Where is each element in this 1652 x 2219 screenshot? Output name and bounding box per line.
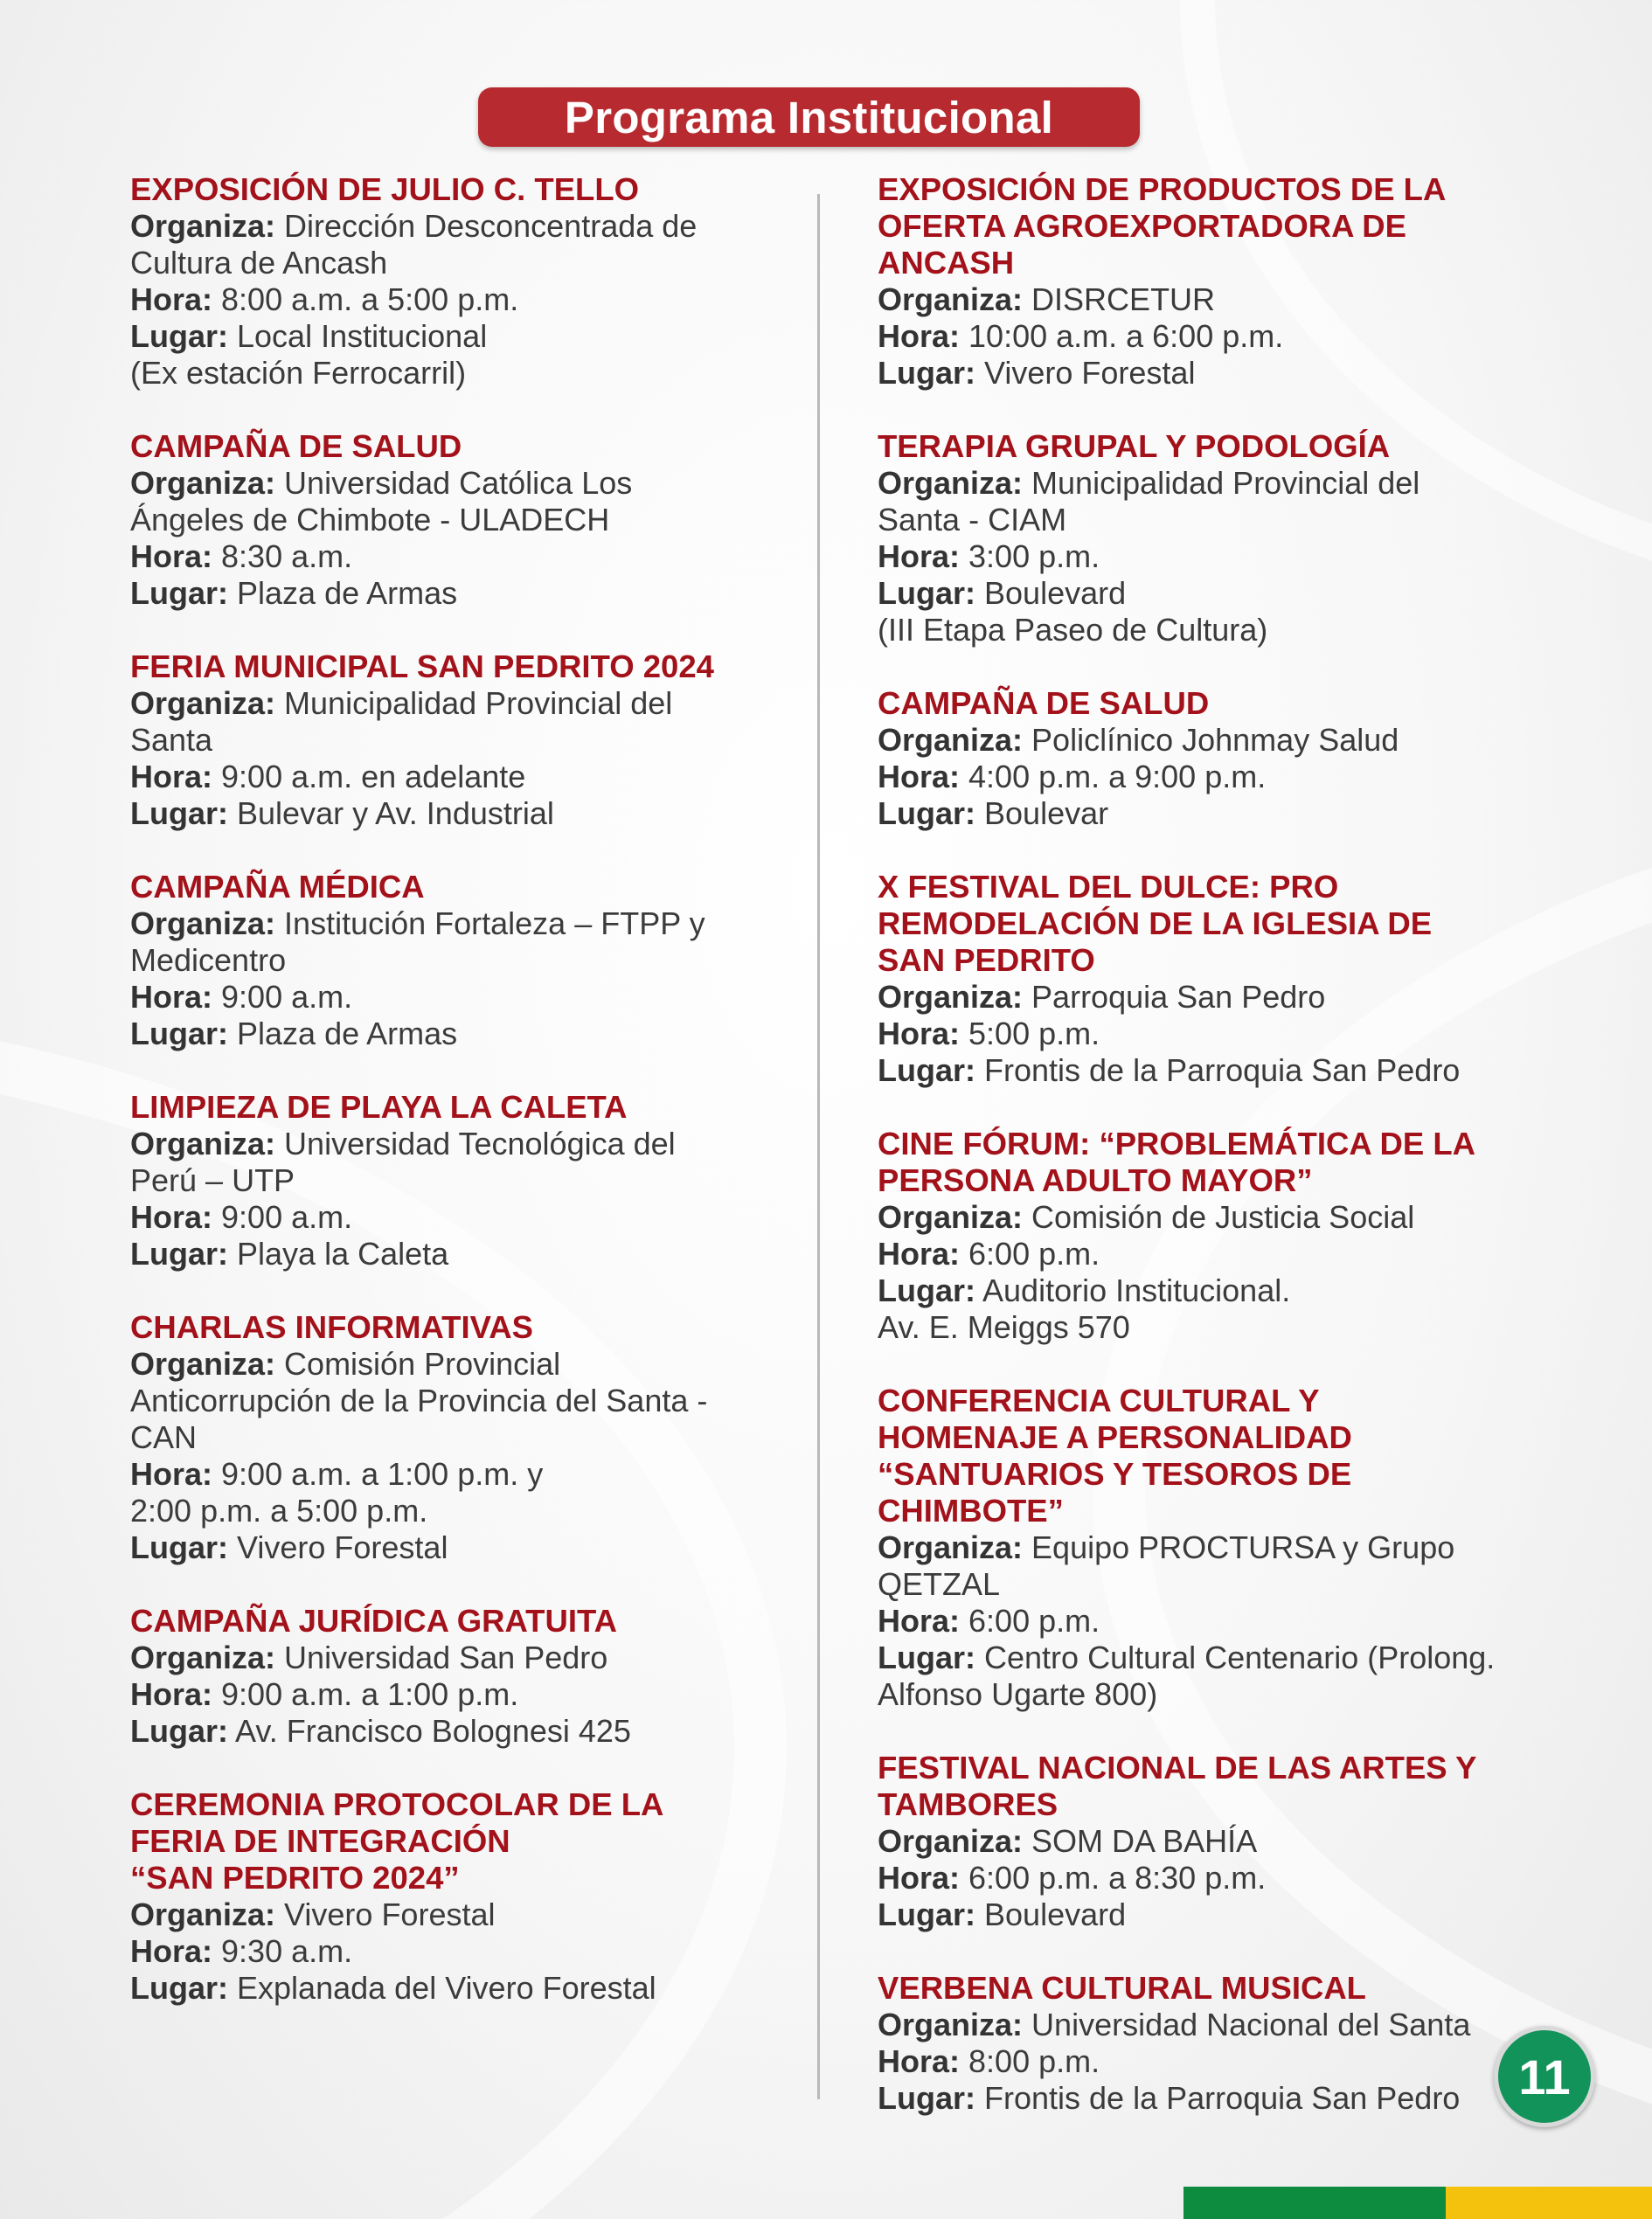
event-lugar-row: [878, 795, 1594, 832]
event-hora-label: Hora:: [130, 1456, 213, 1492]
event-organiza-value: Dirección Desconcentrada de Cultura de Ancash: [130, 208, 698, 281]
event-organiza-label: Organiza:: [130, 685, 276, 721]
event-lugar-label: Lugar:: [878, 1272, 975, 1308]
event-title: CAMPAÑA DE SALUD: [130, 428, 462, 464]
event-organiza-value: Universidad Nacional del Santa: [1031, 2007, 1471, 2042]
event-title: CHARLAS INFORMATIVAS: [130, 1309, 533, 1345]
event-organiza-row: [878, 465, 1594, 538]
event-lugar-value: Bulevar y Av. Industrial: [237, 795, 554, 831]
event-organiza-label: Organiza:: [130, 465, 276, 501]
event-organiza-value: Institución Fortaleza – FTPP y Medicentro: [130, 905, 705, 978]
event-organiza-label: Organiza:: [130, 208, 276, 244]
event-hora-value: 6:00 p.m.: [968, 1603, 1100, 1639]
event-hora-value: 9:00 a.m. a 1:00 p.m.: [221, 1676, 519, 1712]
event-organiza-value: Vivero Forestal: [284, 1897, 496, 1932]
event-item: [878, 1126, 1594, 1346]
event-hora-row: [130, 1199, 829, 1236]
event-organiza-row: [878, 281, 1594, 318]
page-number: 11: [1518, 2049, 1571, 2105]
event-hora-value: 8:30 a.m.: [221, 538, 353, 574]
event-organiza-value: Comisión Provincial Anticorrupción de la Provincia del Santa - CAN: [130, 1346, 708, 1455]
event-item: [878, 1970, 1594, 2117]
event-lugar-value: Plaza de Armas: [237, 575, 458, 611]
event-hora-value: 9:00 a.m. a 1:00 p.m. y 2:00 p.m. a 5:00 p.m.: [130, 1456, 544, 1529]
event-lugar-label: Lugar:: [130, 1016, 228, 1051]
event-hora-label: Hora:: [130, 1933, 213, 1969]
event-title: EXPOSICIÓN DE PRODUCTOS DE LA OFERTA AGROEXPORTADORA DE ANCASH: [878, 171, 1447, 281]
event-hora-value: 6:00 p.m. a 8:30 p.m.: [968, 1860, 1267, 1896]
event-organiza-value: Parroquia San Pedro: [1031, 979, 1326, 1015]
event-hora-row: [878, 318, 1594, 355]
event-organiza-row: [130, 1346, 829, 1456]
event-lugar-value: Local Institucional: [237, 318, 488, 354]
event-title: VERBENA CULTURAL MUSICAL: [878, 1970, 1366, 2006]
event-item: [878, 1750, 1594, 1933]
event-hora-value: 3:00 p.m.: [968, 538, 1100, 574]
event-lugar-row: [878, 1640, 1594, 1713]
event-hora-row: [130, 1456, 829, 1529]
event-hora-label: Hora:: [878, 759, 961, 794]
event-hora-label: Hora:: [130, 1199, 213, 1235]
event-item: [130, 1089, 829, 1272]
event-organiza-row: [878, 1823, 1594, 1860]
event-extra-note: (III Etapa Paseo de Cultura): [878, 612, 1268, 648]
event-organiza-row: [878, 722, 1594, 759]
event-lugar-label: Lugar:: [130, 318, 228, 354]
event-hora-value: 5:00 p.m.: [968, 1016, 1100, 1051]
event-lugar-label: Lugar:: [878, 2080, 975, 2116]
event-hora-label: Hora:: [878, 538, 961, 574]
event-hora-row: [130, 538, 829, 575]
event-organiza-value: Policlínico Johnmay Salud: [1031, 722, 1399, 758]
event-extra-note: Av. E. Meiggs 570: [878, 1309, 1130, 1345]
event-lugar-label: Lugar:: [130, 795, 228, 831]
event-title: CEREMONIA PROTOCOLAR DE LA FERIA DE INTEGRACIÓN “SAN PEDRITO 2024”: [130, 1786, 664, 1896]
event-organiza-row: [130, 1640, 829, 1676]
event-title: LIMPIEZA DE PLAYA LA CALETA: [130, 1089, 628, 1125]
event-lugar-label: Lugar:: [130, 1970, 228, 2006]
event-hora-value: 6:00 p.m.: [968, 1236, 1100, 1272]
event-lugar-row: [878, 1052, 1594, 1089]
event-item: [130, 1603, 829, 1750]
event-hora-row: [878, 1860, 1594, 1897]
right-column: [878, 171, 1594, 2153]
event-organiza-value: DISRCETUR: [1031, 281, 1216, 317]
event-hora-value: 9:00 a.m.: [221, 1199, 353, 1235]
event-lugar-row: [878, 1897, 1594, 1933]
event-organiza-label: Organiza:: [130, 1126, 276, 1162]
event-lugar-value: Av. Francisco Bolognesi 425: [235, 1713, 631, 1749]
event-hora-value: 9:30 a.m.: [221, 1933, 353, 1969]
event-lugar-value: Centro Cultural Centenario (Prolong. Alfonso Ugarte 800): [878, 1640, 1496, 1712]
event-title: CONFERENCIA CULTURAL Y HOMENAJE A PERSONALIDAD “SANTUARIOS Y TESOROS DE CHIMBOTE”: [878, 1383, 1352, 1529]
event-organiza-value: Universidad Tecnológica del Perú – UTP: [130, 1126, 676, 1198]
event-title: EXPOSICIÓN DE JULIO C. TELLO: [130, 171, 640, 207]
event-hora-label: Hora:: [878, 1236, 961, 1272]
event-title: CAMPAÑA MÉDICA: [130, 869, 425, 905]
event-lugar-row: [130, 318, 829, 355]
event-organiza-row: [878, 979, 1594, 1016]
event-hora-row: [878, 1236, 1594, 1272]
event-item: [130, 428, 829, 612]
event-organiza-value: SOM DA BAHÍA: [1031, 1823, 1258, 1859]
event-organiza-value: Universidad San Pedro: [284, 1640, 608, 1675]
event-hora-label: Hora:: [130, 759, 213, 794]
event-lugar-label: Lugar:: [878, 1897, 975, 1932]
event-organiza-label: Organiza:: [130, 1346, 276, 1382]
event-hora-row: [878, 538, 1594, 575]
event-organiza-row: [130, 905, 829, 979]
event-organiza-row: [130, 1897, 829, 1933]
event-lugar-label: Lugar:: [878, 1640, 975, 1675]
event-organiza-row: [130, 685, 829, 759]
event-item: [130, 1309, 829, 1566]
event-organiza-row: [878, 2007, 1594, 2043]
event-lugar-row: [130, 795, 829, 832]
event-organiza-row: [878, 1199, 1594, 1236]
page-number-badge: [1494, 2026, 1595, 2127]
title-banner: [478, 87, 1140, 147]
event-title: CINE FÓRUM: “PROBLEMÁTICA DE LA PERSONA ADULTO MAYOR”: [878, 1126, 1476, 1198]
event-lugar-row: [130, 575, 829, 612]
event-item: [130, 1786, 829, 2007]
event-lugar-label: Lugar:: [878, 575, 975, 611]
event-hora-label: Hora:: [878, 1860, 961, 1896]
event-hora-value: 9:00 a.m.: [221, 979, 353, 1015]
event-title: CAMPAÑA JURÍDICA GRATUITA: [130, 1603, 617, 1639]
event-item: [878, 428, 1594, 648]
event-organiza-label: Organiza:: [878, 1529, 1024, 1565]
footer-bar-yellow: [1446, 2187, 1652, 2219]
event-lugar-value: Boulevard: [984, 1897, 1127, 1932]
event-organiza-label: Organiza:: [130, 905, 276, 941]
event-organiza-label: Organiza:: [878, 1199, 1024, 1235]
event-lugar-row: [130, 1529, 829, 1566]
event-hora-row: [130, 979, 829, 1016]
event-lugar-label: Lugar:: [878, 1052, 975, 1088]
event-lugar-row: [878, 355, 1594, 392]
event-lugar-value: Boulevard: [984, 575, 1127, 611]
event-hora-label: Hora:: [878, 1603, 961, 1639]
event-lugar-row: [130, 1713, 829, 1750]
footer-bar-green: [1183, 2187, 1446, 2219]
event-lugar-row: [878, 1272, 1594, 1309]
event-lugar-value: Playa la Caleta: [237, 1236, 449, 1272]
event-lugar-row: [130, 1016, 829, 1052]
event-hora-label: Hora:: [878, 2043, 961, 2079]
event-hora-label: Hora:: [130, 281, 213, 317]
event-hora-row: [878, 1603, 1594, 1640]
page-title: Programa Institucional: [564, 92, 1054, 142]
event-organiza-value: Equipo PROCTURSA y Grupo QETZAL: [878, 1529, 1455, 1602]
event-lugar-label: Lugar:: [878, 795, 975, 831]
event-organiza-row: [130, 208, 829, 281]
event-hora-value: 9:00 a.m. en adelante: [221, 759, 526, 794]
event-item: [130, 648, 829, 832]
event-organiza-label: Organiza:: [130, 1897, 276, 1932]
event-hora-label: Hora:: [130, 979, 213, 1015]
event-hora-row: [130, 759, 829, 795]
event-item: [878, 869, 1594, 1089]
event-organiza-label: Organiza:: [878, 1823, 1024, 1859]
event-extra-note: (Ex estación Ferrocarril): [130, 355, 467, 391]
event-item: [878, 171, 1594, 392]
event-lugar-label: Lugar:: [130, 1529, 228, 1565]
event-title: X FESTIVAL DEL DULCE: PRO REMODELACIÓN DE LA IGLESIA DE SAN PEDRITO: [878, 869, 1433, 978]
event-lugar-value: Plaza de Armas: [237, 1016, 458, 1051]
event-hora-row: [878, 1016, 1594, 1052]
event-lugar-label: Lugar:: [130, 1236, 228, 1272]
event-hora-label: Hora:: [130, 1676, 213, 1712]
event-hora-value: 8:00 a.m. a 5:00 p.m.: [221, 281, 519, 317]
event-organiza-value: Comisión de Justicia Social: [1031, 1199, 1415, 1235]
event-lugar-value: Auditorio Institucional.: [982, 1272, 1291, 1308]
event-organiza-label: Organiza:: [878, 281, 1024, 317]
event-organiza-label: Organiza:: [878, 2007, 1024, 2042]
event-hora-row: [130, 281, 829, 318]
event-lugar-value: Boulevar: [984, 795, 1109, 831]
event-hora-value: 4:00 p.m. a 9:00 p.m.: [968, 759, 1267, 794]
event-hora-row: [130, 1676, 829, 1713]
event-hora-label: Hora:: [878, 318, 961, 354]
event-lugar-value: Explanada del Vivero Forestal: [237, 1970, 656, 2006]
event-organiza-row: [878, 1529, 1594, 1603]
event-hora-row: [130, 1933, 829, 1970]
left-column: [130, 171, 829, 2043]
event-lugar-label: Lugar:: [130, 1713, 228, 1749]
event-organiza-label: Organiza:: [130, 1640, 276, 1675]
event-title: TERAPIA GRUPAL Y PODOLOGÍA: [878, 428, 1391, 464]
event-lugar-row: [878, 575, 1594, 612]
event-organiza-label: Organiza:: [878, 979, 1024, 1015]
event-lugar-value: Vivero Forestal: [237, 1529, 448, 1565]
event-lugar-row: [130, 1970, 829, 2007]
event-hora-label: Hora:: [878, 1016, 961, 1051]
event-organiza-row: [130, 465, 829, 538]
event-title: FERIA MUNICIPAL SAN PEDRITO 2024: [130, 648, 714, 684]
event-lugar-value: Frontis de la Parroquia San Pedro: [984, 1052, 1461, 1088]
event-hora-row: [878, 2043, 1594, 2080]
event-lugar-row: [878, 2080, 1594, 2117]
event-organiza-value: Municipalidad Provincial del Santa - CIAM: [878, 465, 1420, 537]
event-hora-label: Hora:: [130, 538, 213, 574]
event-item: [878, 685, 1594, 832]
event-lugar-label: Lugar:: [878, 355, 975, 391]
event-lugar-value: Frontis de la Parroquia San Pedro: [984, 2080, 1461, 2116]
event-item: [130, 869, 829, 1052]
event-title: CAMPAÑA DE SALUD: [878, 685, 1210, 721]
event-organiza-row: [130, 1126, 829, 1199]
event-hora-value: 8:00 p.m.: [968, 2043, 1100, 2079]
event-lugar-label: Lugar:: [130, 575, 228, 611]
event-hora-row: [878, 759, 1594, 795]
event-organiza-value: Municipalidad Provincial del Santa: [130, 685, 673, 758]
event-hora-value: 10:00 a.m. a 6:00 p.m.: [968, 318, 1284, 354]
event-organiza-label: Organiza:: [878, 722, 1024, 758]
event-organiza-label: Organiza:: [878, 465, 1024, 501]
event-item: [878, 1383, 1594, 1713]
event-organiza-value: Universidad Católica Los Ángeles de Chimbote - ULADECH: [130, 465, 633, 537]
event-title: FESTIVAL NACIONAL DE LAS ARTES Y TAMBORES: [878, 1750, 1477, 1822]
event-lugar-value: Vivero Forestal: [984, 355, 1196, 391]
event-item: [130, 171, 829, 392]
event-lugar-row: [130, 1236, 829, 1272]
